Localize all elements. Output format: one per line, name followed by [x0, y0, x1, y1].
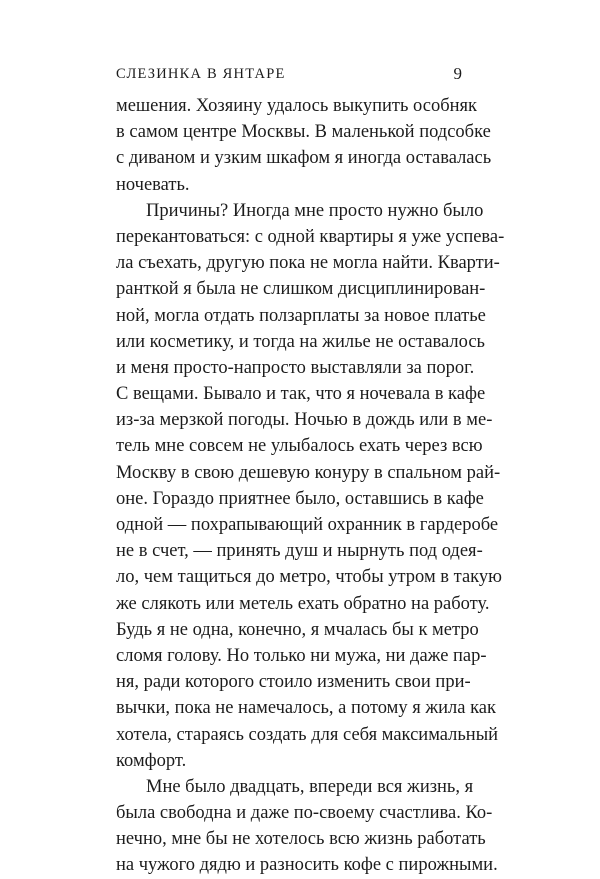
text-line: тель мне совсем не улыбалось ехать через всю [116, 436, 483, 457]
paragraph-first-line: Мне было двадцать, впереди вся жизнь, я [146, 776, 474, 797]
text-line: ранткой я была не слишком дисциплинирован- [116, 279, 486, 300]
text-line: мешения. Хозяину удалось выкупить особняк [116, 96, 478, 116]
text-line: сломя голову. Но только ни мужа, ни даже пар- [116, 645, 487, 666]
page-number: 9 [453, 64, 462, 83]
text-line: С вещами. Бывало и так, что я ночевала в кафе [116, 384, 486, 405]
text-line: комфорт. [116, 750, 187, 771]
text-line: на чужого дядю и разносить кофе с пирожными. [116, 855, 498, 876]
text-line: ло, чем тащиться до метро, чтобы утром в такую [116, 567, 502, 588]
text-line: в самом центре Москвы. В маленькой подсобке [116, 122, 491, 143]
paragraph-first-line: Причины? Иногда мне просто нужно было [146, 200, 484, 221]
running-header [116, 64, 462, 84]
text-line: Москву в свою дешевую конуру в спальном рай- [116, 462, 501, 483]
text-line: вычки, пока не намечалось, а потому я жила как [116, 698, 496, 719]
body-text [116, 93, 505, 879]
running-title: СЛЕЗИНКА В ЯНТАРЕ [116, 66, 286, 82]
text-line: хотела, стараясь создать для себя максимальный [116, 724, 499, 745]
text-line: из-за мерзкой погоды. Ночью в дождь или в ме- [116, 410, 493, 431]
text-line: ла съехать, другую пока не могла найти. Кварти- [116, 253, 500, 274]
text-line: и меня просто-напросто выставляли за порог. [116, 357, 475, 378]
text-line: нечно, мне бы не хотелось всю жизнь работать [116, 829, 486, 850]
text-line: оне. Гораздо приятнее было, оставшись в кафе [116, 488, 484, 509]
text-line: ночевать. [116, 174, 190, 195]
text-line: или косметику, и тогда на жилье не оставалось [116, 331, 485, 352]
text-line: ня, ради которого стоило изменить свои при- [116, 672, 471, 693]
text-line: с диваном и узким шкафом я иногда оставалась [116, 148, 492, 169]
text-line: ной, могла отдать ползарплаты за новое платье [116, 305, 486, 326]
text-line: одной — похрапывающий охранник в гардеробе [116, 515, 499, 535]
text-line: не в счет, — принять душ и нырнуть под одея- [116, 541, 483, 562]
text-line: перекантоваться: с одной квартиры я уже успева- [116, 226, 505, 247]
text-line: Будь я не одна, конечно, я мчалась бы к метро [116, 619, 479, 640]
text-line: же слякоть или метель ехать обратно на работу. [116, 593, 490, 614]
text-line: была свободна и даже по-своему счастлива. Ко- [116, 803, 493, 824]
